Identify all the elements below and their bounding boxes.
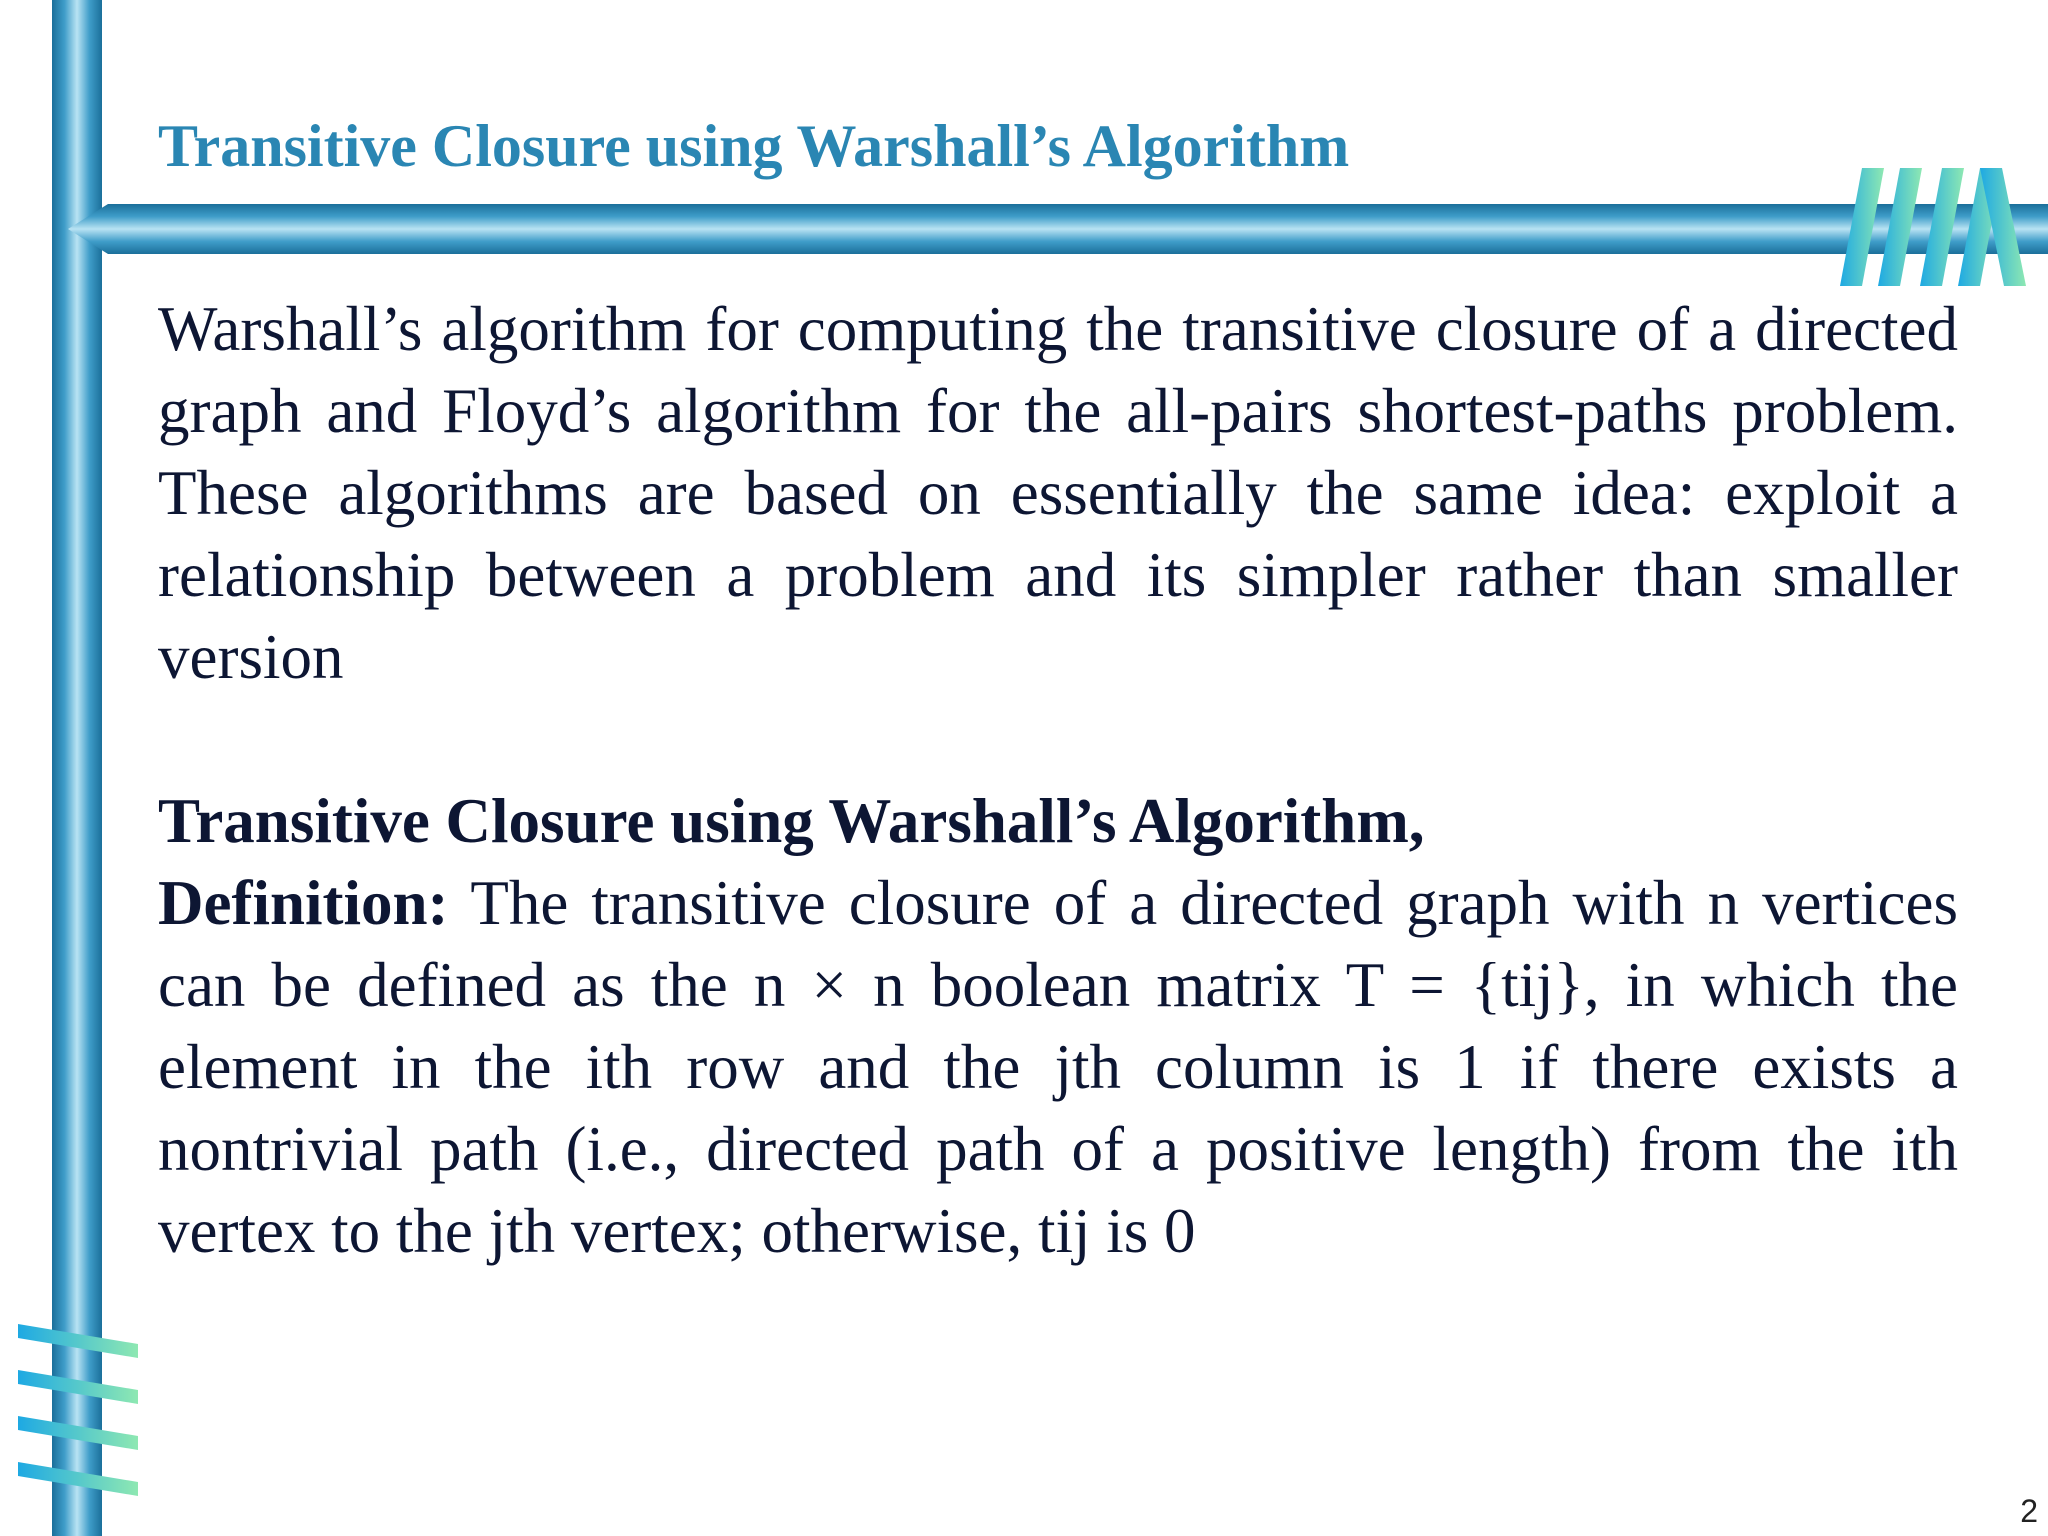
page-number: 2 <box>2020 1493 2038 1529</box>
slide-title: Transitive Closure using Warshall’s Algorithm <box>158 113 1350 179</box>
wave-stripes-icon <box>14 1318 144 1508</box>
definition-block <box>158 780 1958 1272</box>
definition-text: The transitive closure of a directed graph with n vertices can be defined as the n × n boolean matrix T = {tij}, in which the element in the ith row and the jth column is 1 if there exists a nontrivial path (i.e., directed path of a positive length) from the ith vertex to the jth vertex; otherwise, tij is 0 <box>158 868 1958 1266</box>
definition-label: Definition: <box>158 868 449 938</box>
decorative-horizontal-bar <box>68 204 2048 254</box>
stripe-logo-icon <box>1830 162 2030 286</box>
section-heading: Transitive Closure using Warshall’s Algorithm, <box>158 786 1425 856</box>
intro-paragraph: Warshall’s algorithm for computing the transitive closure of a directed graph and Floyd’s algorithm for the all-pairs shortest-paths problem. These algorithms are based on essentially the same idea: exploit a relationship between a problem and its simpler rather than smaller version <box>158 294 1958 692</box>
